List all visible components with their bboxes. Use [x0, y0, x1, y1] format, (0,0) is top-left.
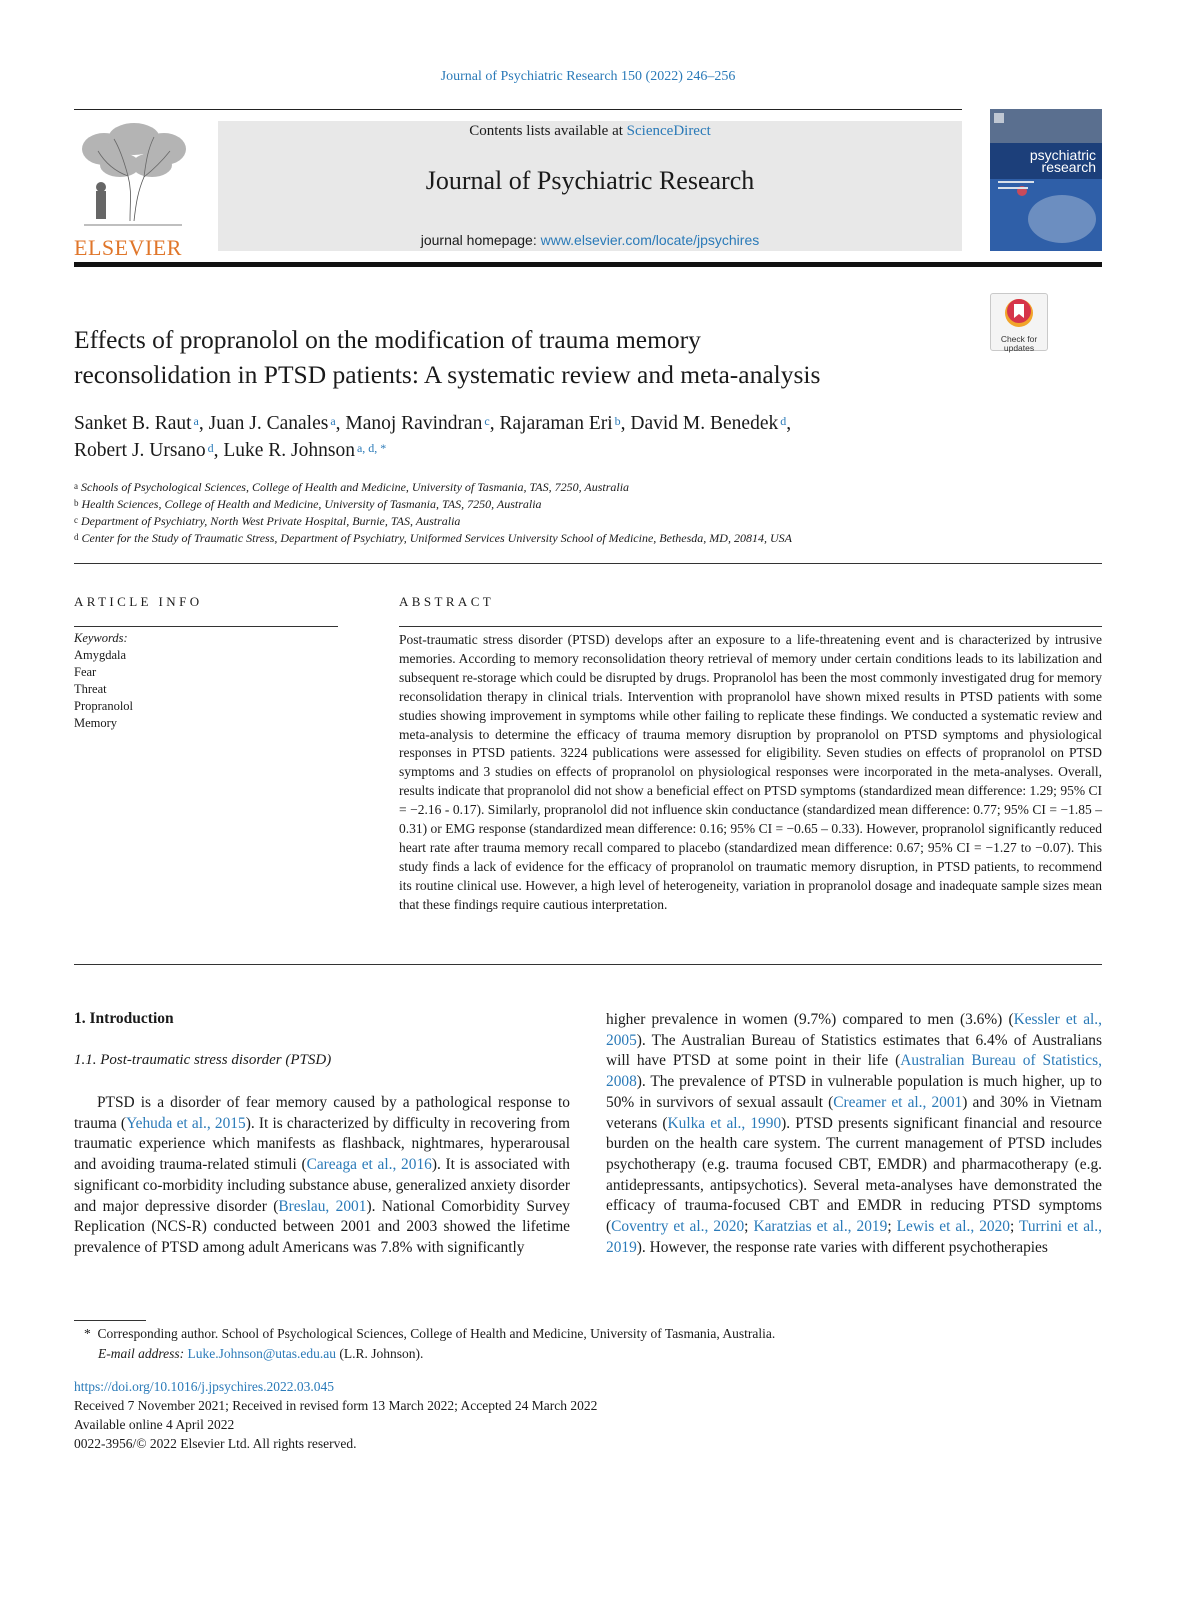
crossmark-icon	[991, 294, 1047, 330]
author[interactable]: David M. Benedek $^d$	[630, 413, 787, 434]
citation-link[interactable]: Careaga et al., 2016	[306, 1156, 432, 1174]
keyword: Propranolol	[74, 699, 134, 713]
body-text: ) and 30% in Vietnam veterans (	[606, 1093, 1103, 1132]
body-text: ). It is characterized by difficulty in recovering from traumatic experience which manifests as flashback, nightmares, hyperarousal and avoiding trauma-related stimuli (	[74, 1114, 571, 1174]
citation-link[interactable]: Yehuda et al., 2015	[126, 1114, 246, 1132]
article-title	[74, 322, 974, 392]
email-suffix: (L.R. Johnson).	[339, 1345, 424, 1361]
citation-link[interactable]: Breslau, 2001	[278, 1197, 367, 1215]
journal-title: Journal of Psychiatric Research	[425, 166, 755, 195]
email-label: E-mail address:	[98, 1345, 185, 1361]
author[interactable]: Sanket B. Raut $^a$	[74, 413, 199, 434]
body-text: ;	[744, 1218, 754, 1236]
article-info-rule	[74, 626, 338, 627]
author[interactable]: Robert J. Ursano $^d$	[74, 440, 214, 461]
affiliations	[74, 479, 1102, 547]
body-text: ). National Comorbidity Survey Replication (NCS-R) conducted between 2001 and 2003 showed the lifetime prevalence of PTSD among adult Americans was 7.8% with significantly	[74, 1197, 570, 1256]
keyword: Fear	[74, 665, 97, 679]
citation-link[interactable]: Karatzias et al., 2019	[753, 1218, 888, 1236]
section-heading: 1. Introduction	[74, 1010, 174, 1027]
elsevier-logo[interactable]	[74, 121, 192, 260]
body-text: ). PTSD presents significant financial and resource burden on the health care system. The current management of PTSD includes psychotherapy (e.g. trauma focused CBT, EMDR) and pharmacotherapy (e.g. antidepressants, antipsychotics). Several meta-analyses have demonstrated the efficacy of trauma-focused CBT and EMDR in reducing PTSD symptoms (	[606, 1114, 1102, 1236]
homepage-line	[218, 232, 962, 248]
cover-image-icon	[990, 109, 1102, 251]
author[interactable]: Luke R. Johnson $^{a, d, *}$	[223, 440, 387, 461]
received-dates: Received 7 November 2021; Received in revised form 13 March 2022; Accepted 24 March 2022	[74, 1398, 598, 1413]
header-rule	[74, 109, 962, 110]
article-meta	[74, 1377, 874, 1453]
article-title-line-1: Effects of propranolol on the modification of trauma memory	[74, 325, 701, 354]
citation-link[interactable]: Coventry et al., 2020	[611, 1218, 745, 1236]
body-text: ;	[887, 1218, 897, 1236]
author[interactable]: Manoj Ravindran $^c$	[345, 413, 490, 434]
contents-prefix: Contents lists available at	[469, 123, 627, 139]
body-text: ). The prevalence of PTSD in vulnerable population is much higher, up to 50% in survivors of sexual assault (	[606, 1073, 1102, 1111]
cover-title	[1008, 149, 1096, 173]
body-text: ). It is associated with significant co-morbidity including substance abuse, generalized anxiety disorder and major depressive disorder (	[74, 1156, 570, 1215]
citation-link[interactable]: Turrini et al., 2019	[606, 1218, 1102, 1256]
body-text: ;	[1009, 1218, 1019, 1236]
citation-link[interactable]: Creamer et al., 2001	[833, 1093, 963, 1111]
crossmark-line-1: Check for	[1000, 334, 1038, 344]
citation-link[interactable]: Australian Bureau of Statistics, 2008	[606, 1052, 1102, 1091]
keywords-list	[74, 630, 338, 732]
journal-banner	[218, 121, 962, 251]
citation-link[interactable]: Lewis et al., 2020	[896, 1218, 1010, 1236]
homepage-prefix: journal homepage:	[420, 232, 541, 248]
affiliation: $^a$ Schools of Psychological Sciences, College of Health and Medicine, University of Tasmania, TAS, 7250, Australia	[74, 480, 630, 494]
affiliation: $^c$ Department of Psychiatry, North West Private Hospital, Burnie, TAS, Australia	[74, 514, 461, 528]
section-rule	[74, 563, 1102, 564]
copyright: 0022-3956/© 2022 Elsevier Ltd. All rights reserved.	[74, 1436, 357, 1451]
available-online: Available online 4 April 2022	[74, 1417, 235, 1432]
cover-title-line-1: psychiatric	[1029, 147, 1096, 163]
crossmark-label	[991, 335, 1047, 353]
email-link[interactable]: Luke.Johnson@utas.edu.au	[187, 1345, 337, 1361]
body-column-left	[74, 1093, 570, 1259]
header-thick-rule	[74, 262, 1102, 267]
keywords-label: Keywords:	[74, 631, 128, 645]
tree-icon	[74, 121, 192, 226]
citation-link[interactable]: Kessler et al., 2005	[606, 1011, 1103, 1049]
footnote-marker: *	[84, 1326, 91, 1341]
author[interactable]: Juan J. Canales $^a$	[208, 413, 336, 434]
journal-cover[interactable]	[990, 109, 1102, 251]
crossmark-line-2: updates	[1003, 343, 1035, 353]
corresponding-author: Corresponding author. School of Psychological Sciences, College of Health and Medicine, University of Tasmania, Australia.	[97, 1326, 776, 1341]
abstract-rule	[399, 626, 1102, 627]
doi-link[interactable]: https://doi.org/10.1016/j.jpsychires.2022.03.045	[74, 1379, 335, 1394]
body-text: PTSD is a disorder of fear memory caused by a pathological response to trauma (	[74, 1094, 570, 1132]
contents-line	[218, 123, 962, 140]
article-info-heading: ARTICLE INFO	[74, 594, 203, 609]
keyword: Memory	[74, 716, 118, 730]
body-text: higher prevalence in women (9.7%) compared to men (3.6%) (	[606, 1011, 1014, 1028]
body-column-right	[606, 1010, 1102, 1258]
subsection-heading: 1.1. Post-traumatic stress disorder (PTSD)	[74, 1052, 332, 1068]
cover-title-line-2: research	[1041, 159, 1096, 175]
running-head[interactable]: Journal of Psychiatric Research 150 (2022) 246–256	[440, 69, 736, 84]
check-for-updates-badge[interactable]	[990, 293, 1048, 351]
abstract-end-rule	[74, 964, 1102, 965]
homepage-link[interactable]: www.elsevier.com/locate/jpsychires	[540, 232, 760, 248]
sciencedirect-link[interactable]: ScienceDirect	[626, 123, 711, 139]
keyword: Threat	[74, 682, 107, 696]
footnote-rule	[74, 1320, 146, 1321]
abstract-text: Post-traumatic stress disorder (PTSD) develops after an exposure to a life-threatening event and is characterized by intrusive memories. According to memory reconsolidation theory retrieval of memory under certain conditions leads to its labilization and subsequent re-storage which could be disrupted by drugs. Propranolol has been the most commonly investigated drug for memory reconsolidation therapy in clinical trials. Intervention with propranolol have shown mixed results in PTSD patients with some studies showing improvement in symptoms while other failing to replicate these findings. We conducted a systematic review and meta-analysis to determine the efficacy of trauma memory disruption by propranolol on PTSD symptoms and physiological responses in PTSD patients. 3224 publications were assessed for eligibility. Seven studies on effects of propranolol on PTSD symptoms and 3 studies on effects of propranolol on physiological responses were incorporated in the meta-analyses. Overall, results indicate that propranolol did not show a beneficial effect on PTSD symptoms (standardized mean difference: 1.29; 95% CI = −2.16 - 0.17). Similarly, propranolol did not influence skin conductance (standardized mean difference: 0.77; 95% CI = −1.85 – 0.31) or EMG response (standardized mean difference: 0.16; 95% CI = −0.65 – 0.33). However, propranolol significantly reduced heart rate after trauma memory recall compared to placebo (standardized mean difference: 0.67; 95% CI = −1.27 to −0.07). This study finds a lack of evidence for the efficacy of propranolol on traumatic memory disruption, in PTSD patients, to recommend its routine clinical use. However, a high level of heterogeneity, variation in propranolol dosage and inadequate sample sizes mean that these findings require cautious interpretation.	[399, 632, 1102, 912]
corresponding-footnote	[84, 1324, 1094, 1363]
article-title-line-2: reconsolidation in PTSD patients: A systematic review and meta-analysis	[74, 360, 821, 389]
affiliation: $^b$ Health Sciences, College of Health and Medicine, University of Tasmania, TAS, 7250, Australia	[74, 497, 542, 511]
citation-link[interactable]: Kulka et al., 1990	[667, 1114, 782, 1132]
affiliation: $^d$ Center for the Study of Traumatic Stress, Department of Psychiatry, Uniformed Services University School of Medicine, Bethesda, MD, 20814, USA	[74, 531, 792, 545]
body-text: ). The Australian Bureau of Statistics estimates that 6.4% of Australians will have PTSD at some point in their life (	[606, 1031, 1102, 1070]
publisher-name: ELSEVIER	[74, 235, 182, 260]
author-list: Sanket B. Raut $^a$, Juan J. Canales $^a$, Manoj Ravindran $^c$, Rajaraman Eri $^b$, David M. Benedek $^d$, Robert J. Ursano $^d$, Luke R. Johnson $^{a, d, *}$	[74, 413, 792, 461]
body-text: ). However, the response rate varies with different psychotherapies	[636, 1238, 1048, 1256]
author[interactable]: Rajaraman Eri $^b$	[499, 413, 621, 434]
abstract-heading: ABSTRACT	[399, 594, 495, 609]
keyword: Amygdala	[74, 648, 127, 662]
